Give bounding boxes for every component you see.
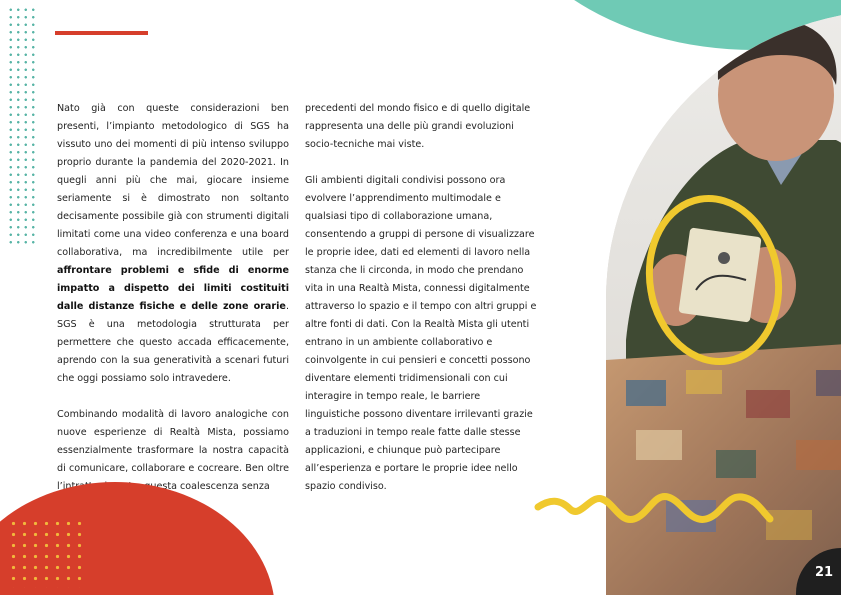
decorative-dot-grid-top — [7, 6, 37, 246]
paragraph: Gli ambienti digitali condivisi possono ora evolvere l’apprendimento multimodale e qualsiasi tipo di collaborazione umana, consentendo a gruppi di persone di visualizzare le proprie idee, dati ed elementi di lavoro nella stanza che li circonda, in modo che prendano vita in una Realtà Mista, connessi digitalmente attraverso lo spazio e il tempo con altri gruppi e altre fonti di dati. Con la Realtà Mista gli utenti entrano in un ambiente collaborativo e coinvolgente in cui pensieri e concetti possono diventare elementi tridimensionali con cui interagire in tempo reale, le barriere linguistiche possono diventare irrilevanti grazie a traduzioni in tempo reale fatte dalle stesse applicazioni, e chiunque può partecipare all’esperienza e portare le proprie idee nello spazio condiviso. — [305, 175, 537, 492]
page-number: 21 — [814, 565, 834, 580]
paragraph-bold-text: affrontare problemi e sfide di enorme impatto a dispetto dei limiti costituiti dalle distanze fisiche e delle zone orarie — [57, 265, 289, 312]
paragraph-text: . SGS è una metodologia strutturata per permettere che questo accada efficacemente, aprendo con la sua generatività a scenari futuri che oggi possiamo solo intravedere. — [57, 301, 289, 384]
paragraph-text: Nato già con queste considerazioni ben presenti, l’impianto metodologico di SGS ha vissuto uno dei momenti di più intenso sviluppo proprio durante la pandemia del 2020-2021. In quegli anni più che mai, giocare insieme seriamente si è dimostrato non soltanto decisamente possibile già con strumenti digitali limitati come una video conferenza e una board collaborativa, ma incredibilmente utile per — [57, 103, 289, 258]
paragraph — [57, 100, 289, 388]
text-column-left — [57, 100, 289, 514]
paragraph: precedenti del mondo fisico e di quello digitale rappresenta una delle più grandi evoluzioni socio-tecniche mai viste. — [305, 103, 531, 150]
yellow-squiggle — [530, 485, 780, 535]
text-column-right — [305, 100, 538, 514]
paragraph: Combinando modalità di lavoro analogiche con nuove esperienze di Realtà Mista, possiamo essenzialmente trasformare la nostra capacità di comunicare, collaborare e cocreare. Ben oltre l’intrattenimento, questa coalescenza senza — [57, 409, 289, 492]
header-rule — [55, 31, 148, 35]
decorative-dot-grid-bottom — [8, 518, 83, 588]
